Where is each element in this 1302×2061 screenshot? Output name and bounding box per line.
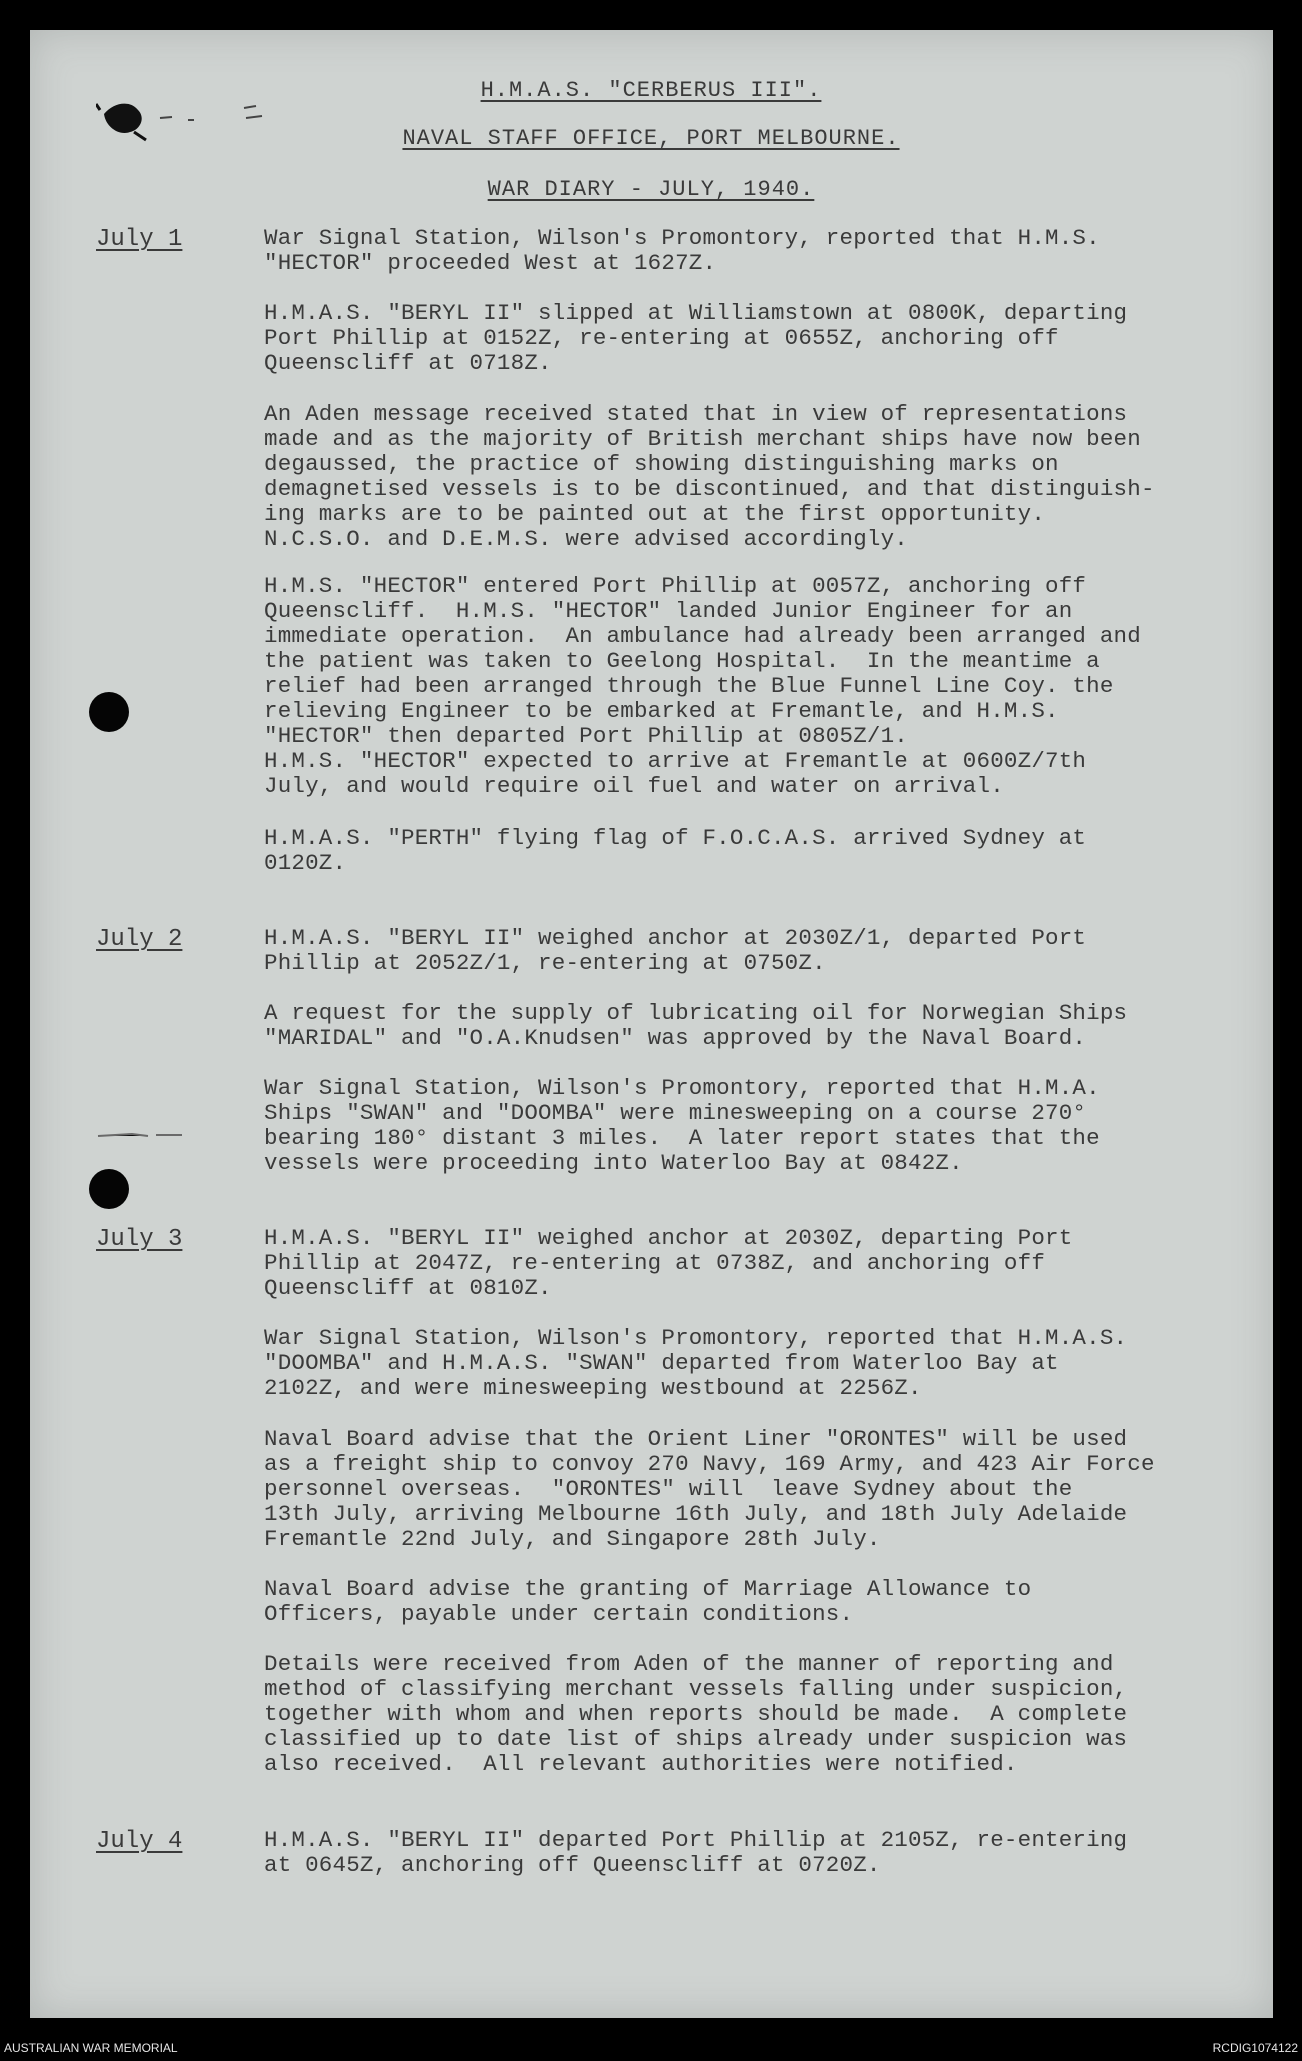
heading-office: NAVAL STAFF OFFICE, PORT MELBOURNE. [402,126,900,151]
diary-paragraph: H.M.A.S. "PERTH" flying flag of F.O.C.A.S. arrived Sydney at 0120Z. [264,825,1087,876]
footer-record-id: RCDIG1074122 [1212,2041,1298,2055]
diary-paragraph: A request for the supply of lubricating oil for Norwegian Ships "MARIDAL" and "O.A.Knudsen" was approved by the Naval Board. [264,1000,1128,1051]
diary-paragraph: H.M.S. "HECTOR" entered Port Phillip at 0057Z, anchoring off Queenscliff. H.M.S. "HECTOR" landed Junior Engineer for an immediate operation. An ambulance had already been arranged and the patient was taken to Geelong Hospital. In the meantime a relief had been arranged through the Blue Funnel Line Coy. the relieving Engineer to be embarked at Fremantle, and H.M.S. "HECTOR" then departed Port Phillip at 0805Z/1. H.M.S. "HECTOR" expected to arrive at Fremantle at 0600Z/7th July, and would require oil fuel and water on arrival. [264,573,1141,799]
heading-ship: H.M.A.S. "CERBERUS III". [480,78,822,103]
diary-paragraph: Details were received from Aden of the manner of reporting and method of classifying merchant vessels falling under suspicion, together with whom and when reports should be made. A complete classified up to date list of ships already under suspicion was also received. All relevant authorities were notified. [264,1651,1128,1777]
entry-date: July 4 [96,1828,183,1855]
heading-diary: WAR DIARY - JULY, 1940. [487,177,815,202]
diary-paragraph: H.M.A.S. "BERYL II" weighed anchor at 2030Z/1, departed Port Phillip at 2052Z/1, re-entering at 0750Z. [264,925,1087,976]
entry-date: July 3 [96,1226,183,1253]
diary-paragraph: H.M.A.S. "BERYL II" weighed anchor at 2030Z, departing Port Phillip at 2047Z, re-entering at 0738Z, and anchoring off Queenscliff at 0810Z. [264,1225,1073,1301]
entry-date: July 1 [96,226,183,253]
punch-hole [89,1169,129,1209]
diary-paragraph: Naval Board advise that the Orient Liner "ORONTES" will be used as a freight ship to convoy 270 Navy, 169 Army, and 423 Air Force personnel overseas. "ORONTES" will leave Sydney about the 13th July, arriving Melbourne 16th July, and 18th July Adelaide Fremantle 22nd July, and Singapore 28th July. [264,1426,1155,1552]
diary-paragraph: Naval Board advise the granting of Marriage Allowance to Officers, payable under certain conditions. [264,1576,1032,1627]
diary-paragraph: H.M.A.S. "BERYL II" departed Port Phillip at 2105Z, re-entering at 0645Z, anchoring off Queenscliff at 0720Z. [264,1827,1128,1878]
footer-credit: AUSTRALIAN WAR MEMORIAL [4,2041,178,2055]
smudge-mark [96,1128,186,1142]
diary-paragraph: H.M.A.S. "BERYL II" slipped at Williamstown at 0800K, departing Port Phillip at 0152Z, re-entering at 0655Z, anchoring off Queenscliff at 0718Z. [264,300,1128,376]
diary-paragraph: War Signal Station, Wilson's Promontory, reported that H.M.S. "HECTOR" proceeded West at 1627Z. [264,225,1100,276]
punch-hole [89,692,129,732]
diary-paragraph: War Signal Station, Wilson's Promontory, reported that H.M.A. Ships "SWAN" and "DOOMBA" were minesweeping on a course 270° bearing 180° distant 3 miles. A later report states that the vessels were proceeding into Waterloo Bay at 0842Z. [264,1075,1100,1176]
diary-paragraph: War Signal Station, Wilson's Promontory, reported that H.M.A.S. "DOOMBA" and H.M.A.S. "SWAN" departed from Waterloo Bay at 2102Z, and were minesweeping westbound at 2256Z. [264,1325,1128,1401]
entry-date: July 2 [96,926,183,953]
diary-paragraph: An Aden message received stated that in view of representations made and as the majority of British merchant ships have now been degaussed, the practice of showing distinguishing marks on demagnetised vessels is to be discontinued, and that distinguish- ing marks are to be painted out at the first opportunity. N.C.S.O. and D.E.M.S. were advised accordingly. [264,401,1155,552]
